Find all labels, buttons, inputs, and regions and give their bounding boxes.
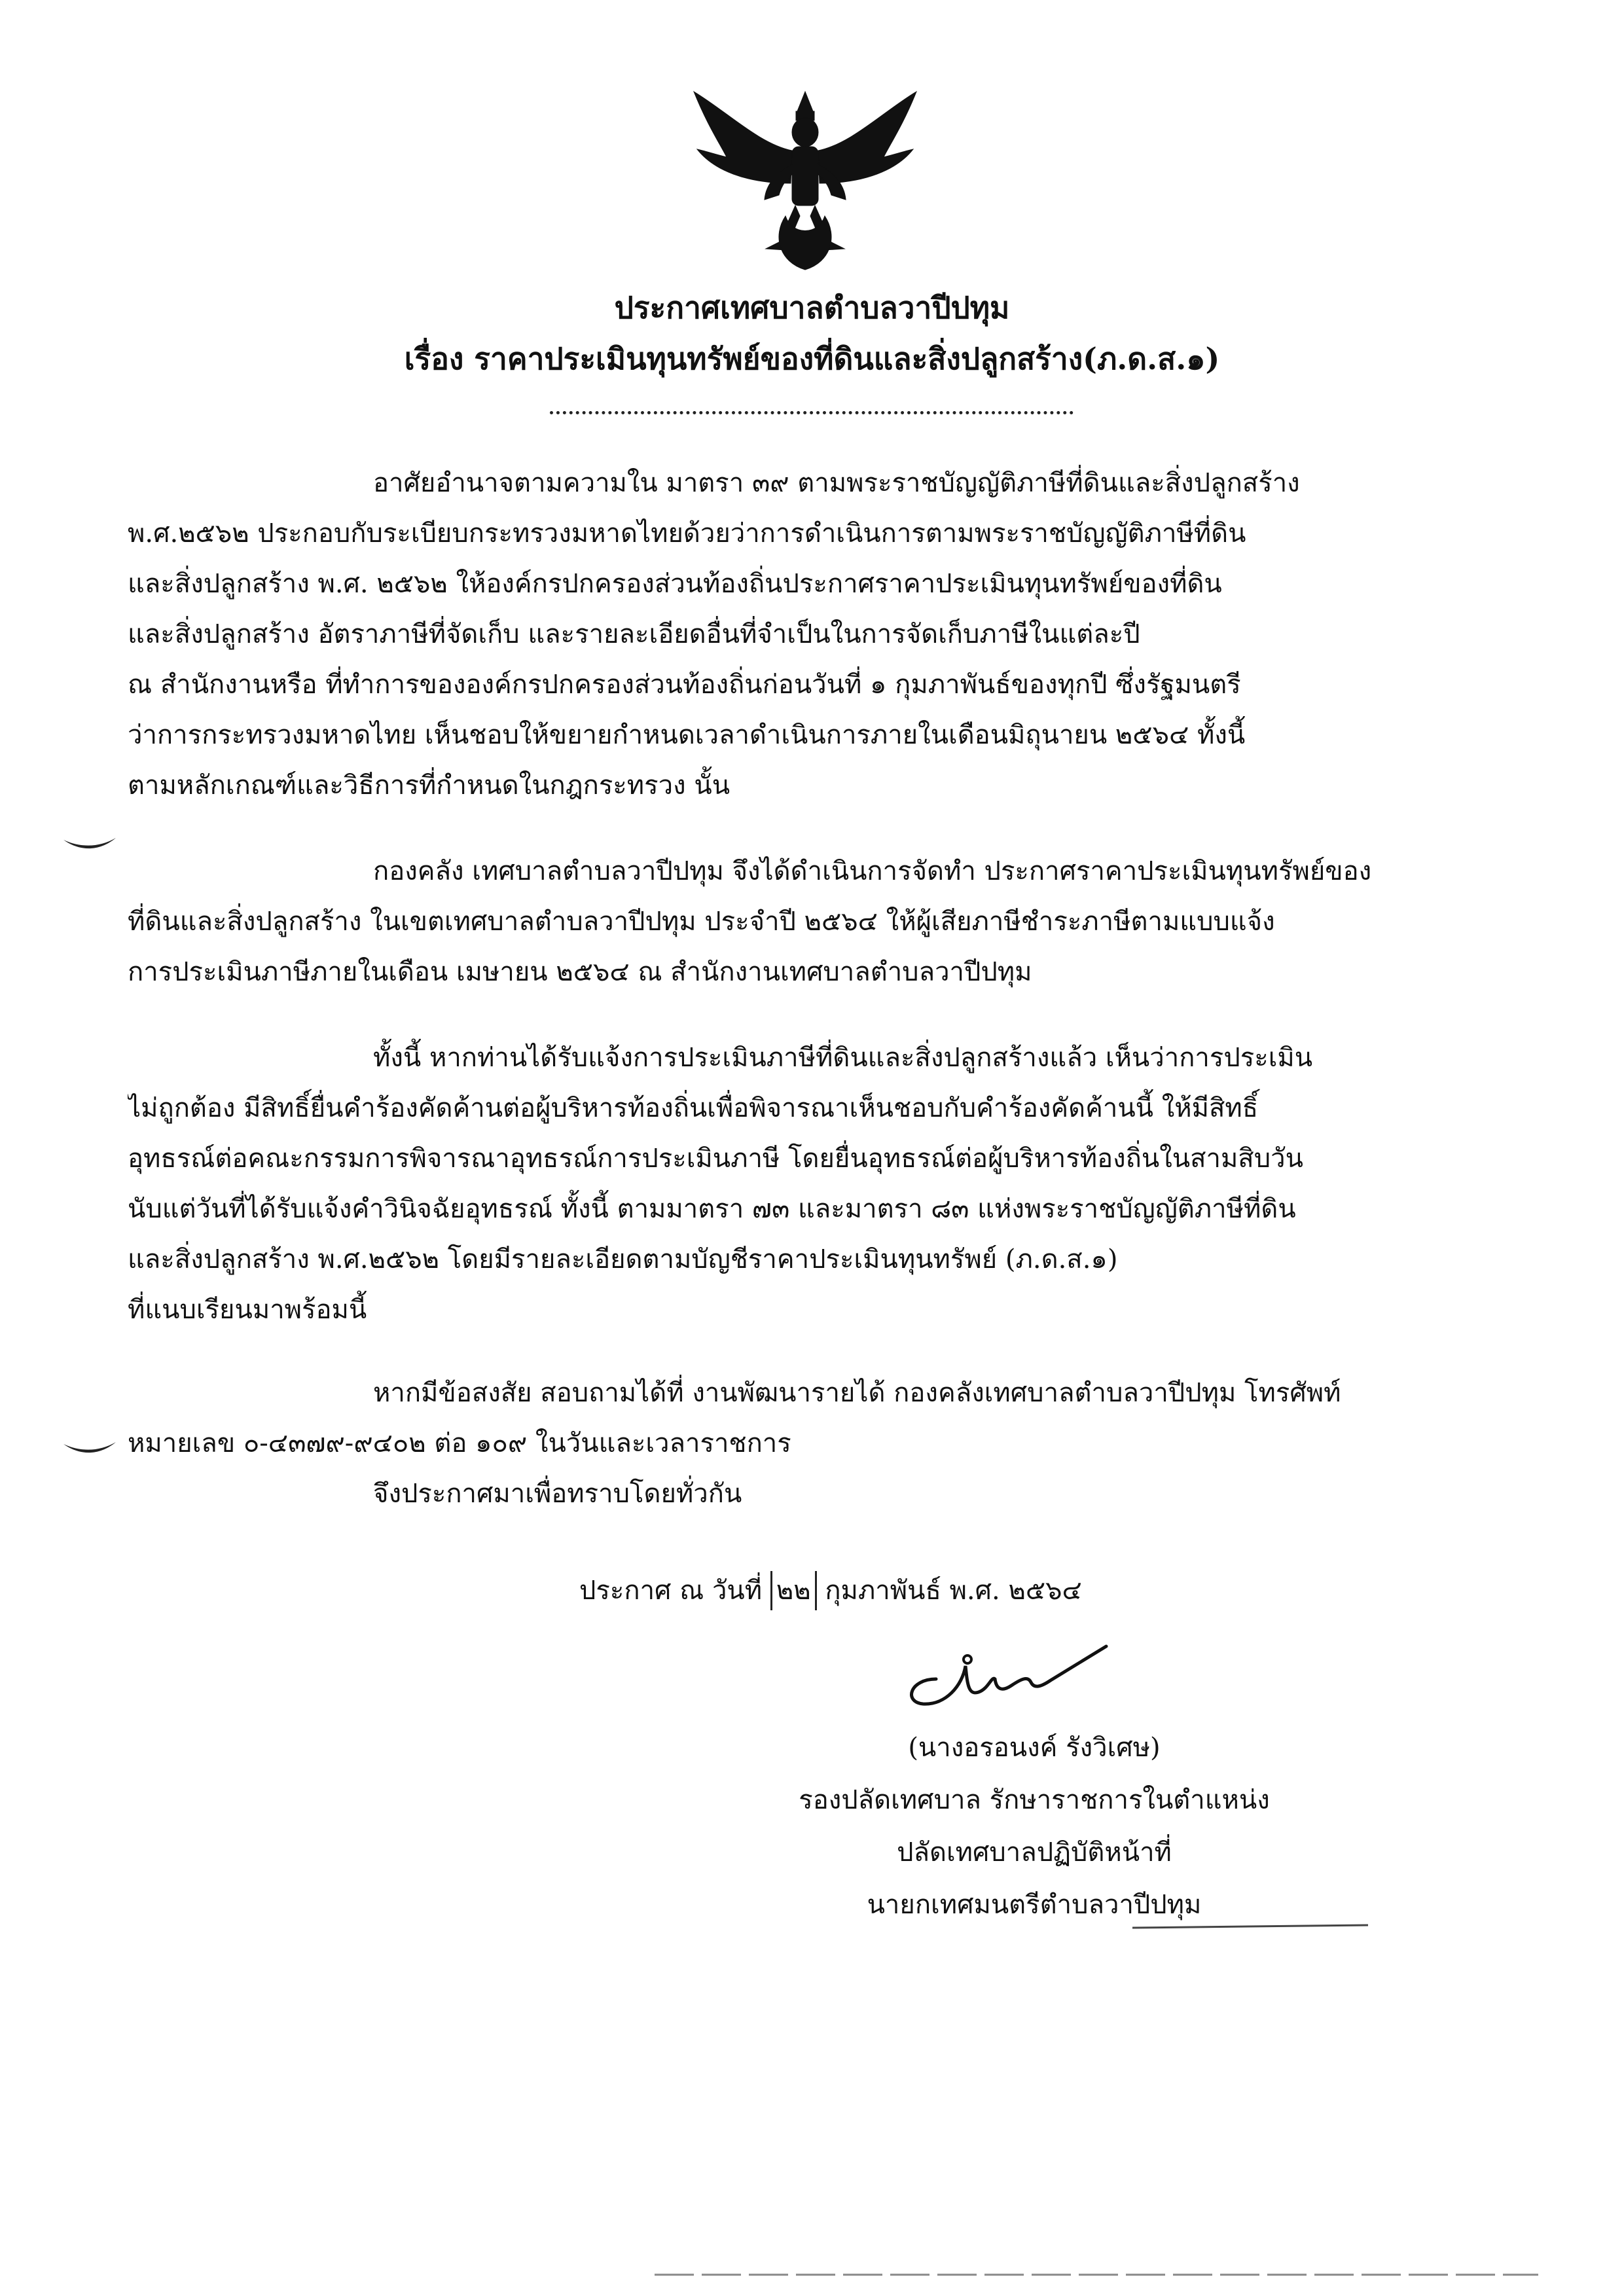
paragraph-line: กองคลัง เทศบาลตำบลวาปีปทุม จึงได้ดำเนินการจัดทำ ประกาศราคาประเมินทุนทรัพย์ของ	[373, 856, 1372, 886]
paragraph-line: และสิ่งปลูกสร้าง พ.ศ. ๒๕๖๒ ให้องค์กรปกครองส่วนท้องถิ่นประกาศราคาประเมินทุนทรัพย์ของที่ดิน	[128, 569, 1222, 599]
paragraph-line: พ.ศ.๒๕๖๒ ประกอบกับระเบียบกระทรวงมหาดไทยด้วยว่าการดำเนินการตามพระราชบัญญัติภาษีที่ดิน	[128, 518, 1246, 549]
scan-edge-mark	[655, 2271, 1538, 2278]
paragraph-appeal	[128, 1033, 1470, 1335]
signer-position-line: ปลัดเทศบาลปฏิบัติหน้าที่	[897, 1837, 1172, 1868]
punch-hole-mark	[60, 835, 119, 854]
paragraph-line: อาศัยอำนาจตามความใน มาตรา ๓๙ ตามพระราชบัญญัติภาษีที่ดินและสิ่งปลูกสร้าง	[373, 468, 1300, 498]
date-day: ๒๒	[770, 1571, 817, 1610]
paragraph-contact	[128, 1368, 1470, 1469]
signature-block	[740, 1722, 1329, 1931]
signer-name: (นางอรอนงค์ รังวิเศษ)	[908, 1733, 1161, 1763]
punch-hole-mark	[60, 1439, 119, 1458]
paragraph-line: ว่าการกระทรวงมหาดไทย เห็นชอบให้ขยายกำหนดเวลาดำเนินการภายในเดือนมิถุนายน ๒๕๖๔ ทั้งนี้	[128, 720, 1246, 750]
garuda-emblem	[681, 85, 929, 275]
paragraph-line: ทั้งนี้ หากท่านได้รับแจ้งการประเมินภาษีที่ดินและสิ่งปลูกสร้างแล้ว เห็นว่าการประเมิน	[373, 1043, 1313, 1073]
date-suffix: กุมภาพันธ์ พ.ศ. ๒๕๖๔	[825, 1576, 1082, 1606]
paragraph-assessment	[128, 846, 1470, 998]
paragraph-line: หมายเลข ๐-๔๓๗๙-๙๔๐๒ ต่อ ๑๐๙ ในวันและเวลาราชการ	[128, 1428, 791, 1458]
paragraph-line: ไม่ถูกต้อง มีสิทธิ์ยื่นคำร้องคัดค้านต่อผู้บริหารท้องถิ่นเพื่อพิจารณาเห็นชอบกับคำร้องคัดค้านนี้ ให้มีสิทธิ์	[128, 1093, 1259, 1123]
paragraph-line: และสิ่งปลูกสร้าง พ.ศ.๒๕๖๒ โดยมีรายละเอียดตามบัญชีราคาประเมินทุนทรัพย์ (ภ.ด.ส.๑)	[128, 1244, 1118, 1274]
paragraph-line: การประเมินภาษีภายในเดือน เมษายน ๒๕๖๔ ณ สำนักงานเทศบาลตำบลวาปีปทุม	[128, 957, 1032, 987]
announcement-title: ประกาศเทศบาลตำบลวาปีปทุม	[614, 290, 1010, 325]
paragraph-line: ณ สำนักงานหรือ ที่ทำการขององค์กรปกครองส่วนท้องถิ่นก่อนวันที่ ๑ กุมภาพันธ์ของทุกปี ซึ่งรัฐมนตรี	[128, 670, 1241, 700]
paragraph-line: ที่ดินและสิ่งปลูกสร้าง ในเขตเทศบาลตำบลวาปีปทุม ประจำปี ๒๕๖๔ ให้ผู้เสียภาษีชำระภาษีตามแบบแจ้ง	[128, 907, 1275, 937]
handwritten-signature	[897, 1640, 1113, 1718]
paragraph-line: ตามหลักเกณฑ์และวิธีการที่กำหนดในกฎกระทรวง นั้น	[128, 770, 731, 801]
paragraph-line: นับแต่วันที่ได้รับแจ้งคำวินิจฉัยอุทธรณ์ ทั้งนี้ ตามมาตรา ๗๓ และมาตรา ๘๓ แห่งพระราชบัญญัติภาษีที่ดิน	[128, 1194, 1296, 1224]
paragraph-line: ที่แนบเรียนมาพร้อมนี้	[128, 1295, 367, 1325]
title-divider	[550, 411, 1074, 414]
signer-position-line: รองปลัดเทศบาล รักษาราชการในตำแหน่ง	[799, 1785, 1270, 1815]
paragraph-line: หากมีข้อสงสัย สอบถามได้ที่ งานพัฒนารายได้ กองคลังเทศบาลตำบลวาปีปทุม โทรศัพท์	[373, 1378, 1341, 1408]
signer-position-line: นายกเทศมนตรีตำบลวาปีปทุม	[867, 1890, 1202, 1920]
paragraph-line: อุทธรณ์ต่อคณะกรรมการพิจารณาอุทธรณ์การประเมินภาษี โดยยื่นอุทธรณ์ต่อผู้บริหารท้องถิ่นในสามสิบวัน	[128, 1144, 1303, 1174]
closing-statement: จึงประกาศมาเพื่อทราบโดยทั่วกัน	[373, 1479, 742, 1509]
paragraph-line: และสิ่งปลูกสร้าง อัตราภาษีที่จัดเก็บ และรายละเอียดอื่นที่จำเป็นในการจัดเก็บภาษีในแต่ละปี	[128, 619, 1140, 649]
announcement-date	[579, 1571, 1082, 1610]
date-prefix: ประกาศ ณ วันที่	[579, 1576, 763, 1606]
scan-line-mark	[1132, 1921, 1368, 1934]
paragraph-authority	[128, 458, 1470, 811]
announcement-subject: เรื่อง ราคาประเมินทุนทรัพย์ของที่ดินและสิ่งปลูกสร้าง(ภ.ด.ส.๑)	[404, 341, 1220, 376]
